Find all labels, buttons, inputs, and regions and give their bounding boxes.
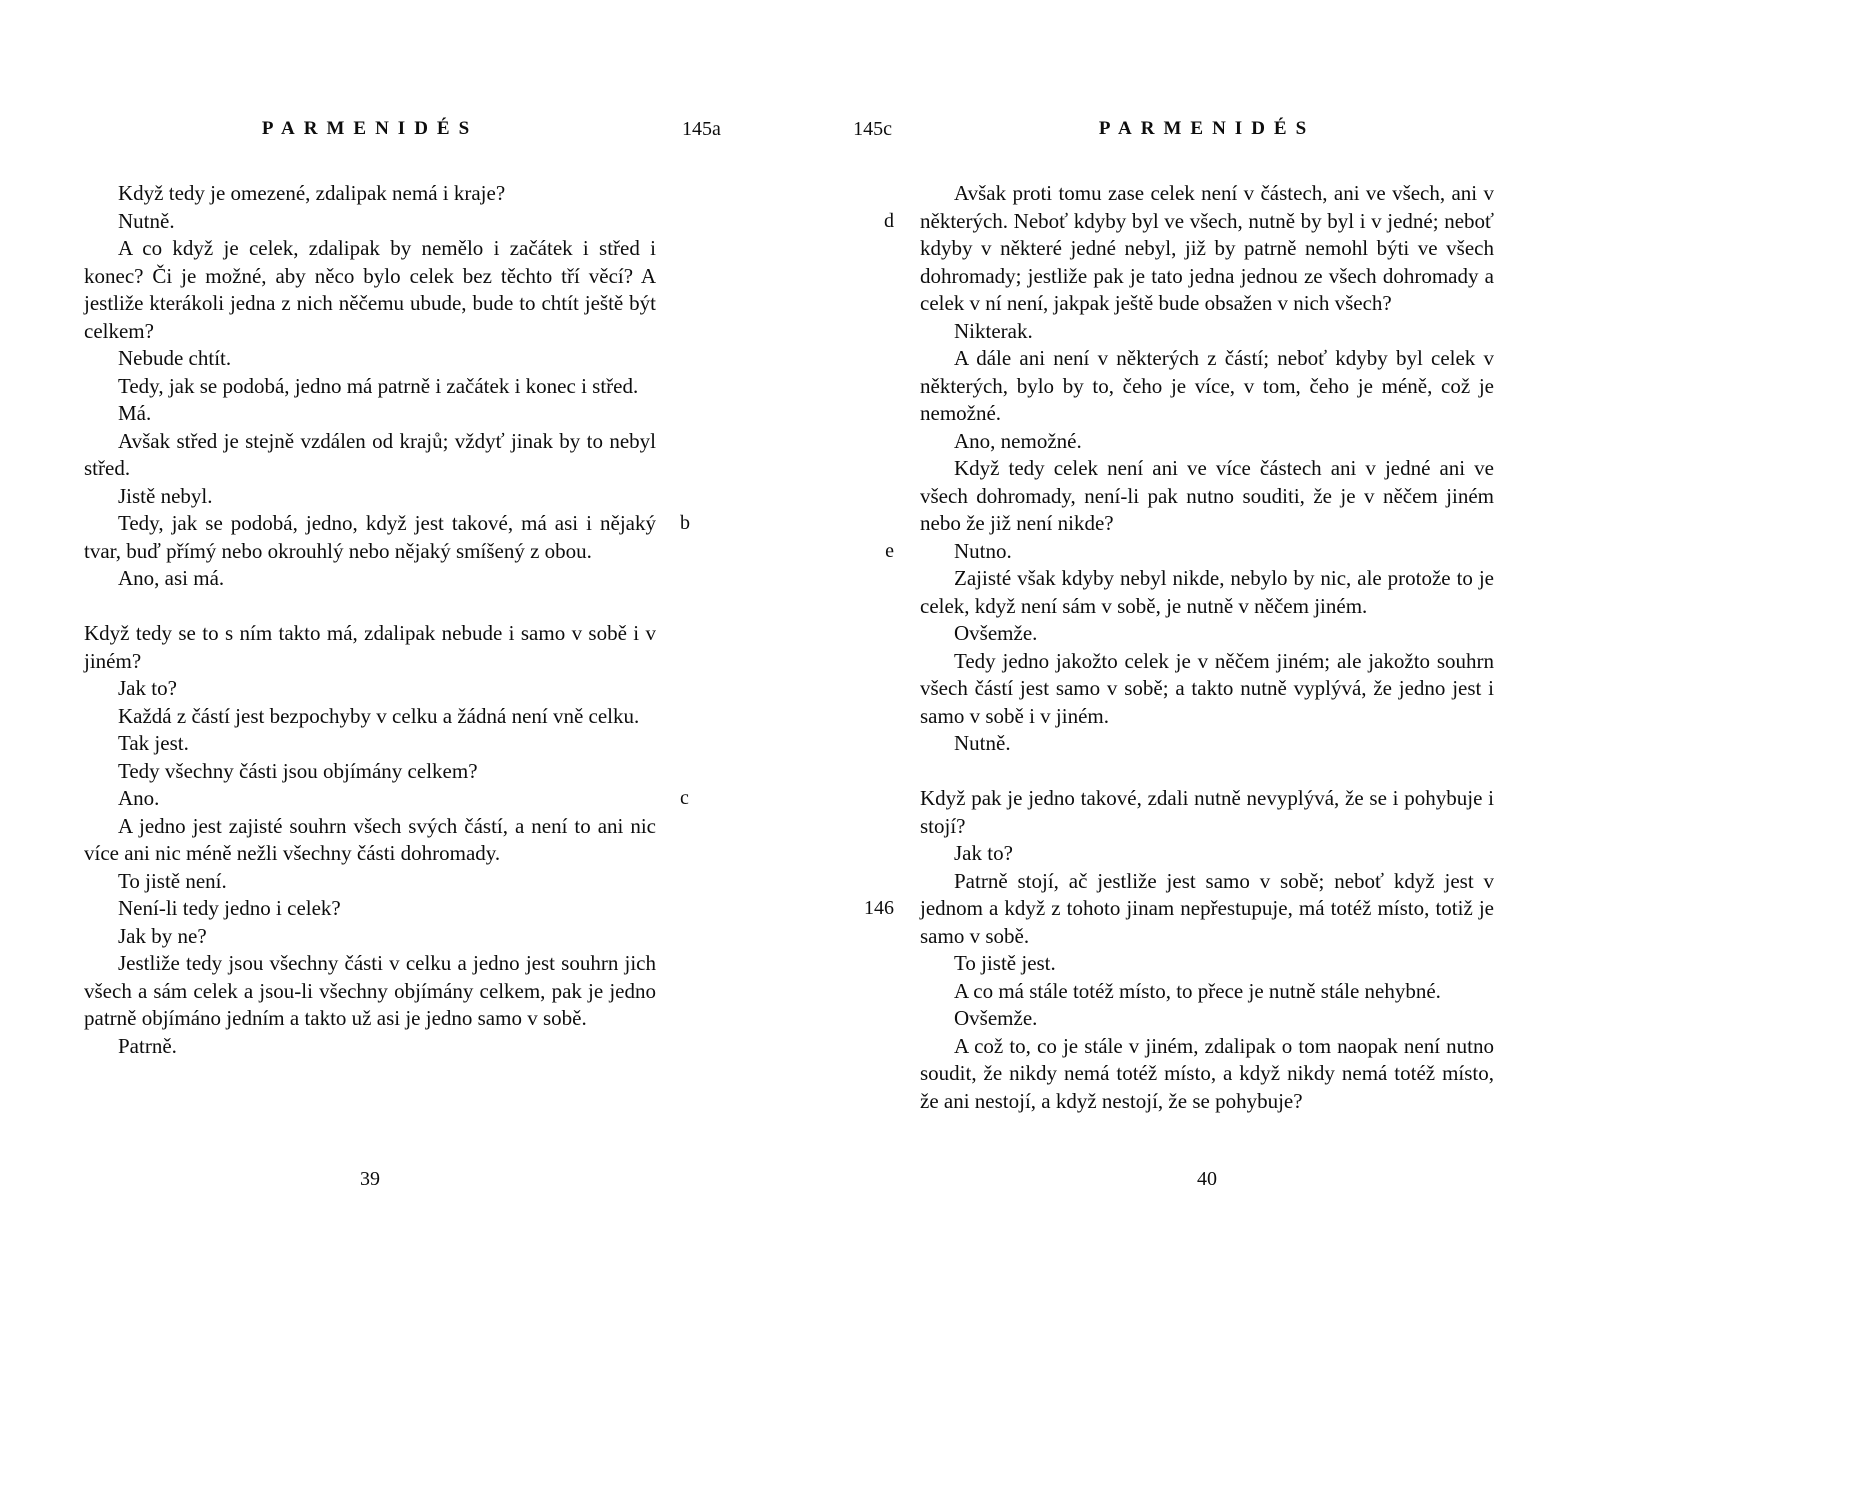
paragraph-text: Jak by ne?: [118, 923, 207, 948]
text-paragraph: [84, 510, 690, 565]
folio-marker: 145c: [853, 118, 892, 140]
text-paragraph: [84, 208, 656, 236]
text-paragraph: [920, 455, 1494, 538]
text-paragraph: [84, 813, 656, 868]
paragraph-text: Když tedy je omezené, zdalipak nemá i kraje?: [118, 181, 506, 205]
paragraph-text: Tak jest.: [118, 731, 189, 755]
text-paragraph: [920, 1033, 1494, 1116]
paragraph-text: Nebude chtít.: [118, 346, 232, 370]
text-paragraph: [920, 648, 1494, 731]
paragraph-text: Avšak proti tomu zase celek není v částech, ani ve všech, ani v některých. Neboť kdyby byl ve všech, nutně by byl i v jedné; neboť kdyby v některé jedné nebyl, již by patrně nemohl býti ve všech dohromady; jestliže pak je tato jedna jednou ze všech dohromady a celek v ní není, jakpak ještě bude obsažen v nich všech?: [920, 181, 1494, 315]
text-paragraph: [84, 703, 656, 731]
text-paragraph: [864, 868, 1494, 951]
page-title: PARMENIDÉS: [1098, 118, 1316, 139]
page-header: [84, 118, 721, 140]
text-paragraph: [84, 923, 656, 951]
paragraph-text: Tedy jedno jakožto celek je v něčem jiném; ale jakožto souhrn všech částí jest samo v sobě; a takto nutně vyplývá, že jedno jest i samo v sobě i v jiném.: [920, 648, 1494, 728]
paragraph-text: To jistě jest.: [954, 951, 1056, 975]
paragraph-text: Ano, asi má.: [118, 566, 225, 590]
paragraph-text: Tedy, jak se podobá, jedno má patrně i začátek i konec i střed.: [118, 373, 639, 398]
text-paragraph: [84, 868, 656, 896]
folio-marker: 145a: [682, 118, 721, 140]
paragraph-text: Ano.: [118, 786, 160, 810]
page-body: [864, 180, 1494, 1115]
margin-folio-note: c: [680, 787, 689, 809]
paragraph-text: Avšak střed je stejně vzdálen od krajů; vždyť jinak by to nebyl střed.: [84, 428, 656, 480]
text-paragraph: [920, 565, 1494, 620]
paragraph-text: Zajisté však kdyby nebyl nikde, nebylo by nic, ale protože to je celek, když není sám v sobě, je nutně v něčem jiném.: [920, 566, 1494, 618]
text-paragraph: [84, 345, 656, 373]
paragraph-text: Není-li tedy jedno i celek?: [118, 896, 341, 920]
paragraph-text: Tedy všechny části jsou objímány celkem?: [118, 758, 478, 783]
page-number: 40: [1197, 1168, 1217, 1190]
text-paragraph: [920, 620, 1494, 648]
text-paragraph: [84, 1033, 656, 1061]
text-paragraph: [920, 840, 1494, 868]
text-paragraph: [84, 428, 656, 483]
paragraph-text: Nikterak.: [954, 318, 1033, 343]
text-paragraph: [84, 758, 656, 786]
paragraph-text: Nutno.: [954, 538, 1012, 563]
text-paragraph: [920, 730, 1494, 758]
paragraph-text: A co když je celek, zdalipak by nemělo i začátek i střed i konec? Či je možné, aby něco bylo celek bez těchto tří věcí? A jestliže kterákoli jedna z nich něčemu ubude, bude to chtít ještě být celkem?: [84, 236, 656, 343]
text-paragraph: [920, 428, 1494, 456]
paragraph-text: Má.: [118, 401, 152, 425]
text-paragraph: [884, 180, 1494, 318]
page-body: [84, 180, 690, 1060]
text-paragraph: [84, 950, 656, 1033]
page-left: [84, 0, 721, 1501]
page-header: [853, 118, 1494, 140]
paragraph-text: Patrně stojí, ač jestliže jest samo v sobě; neboť když jest v jednom a když z tohoto jinam nepřestupuje, má totéž místo, totiž je samo v sobě.: [920, 868, 1494, 948]
paragraph-text: Nutně.: [954, 731, 1011, 755]
paragraph-text: A dále ani není v některých z částí; neboť kdyby byl celek v některých, bylo by to, čeho je více, v tom, čeho je méně, což je nemožné.: [920, 346, 1494, 425]
page-title: PARMENIDÉS: [261, 118, 479, 139]
margin-folio-note: 146: [864, 897, 894, 919]
paragraph-text: Jestliže tedy jsou všechny části v celku a jedno jest souhrn jich všech a sám celek a jsou-li všechny objímány celkem, pak je jedno patrně objímáno jedním a takto už asi je jedno samo v sobě.: [84, 951, 656, 1030]
text-paragraph: [84, 620, 656, 675]
text-paragraph: [920, 1005, 1494, 1033]
paragraph-text: Ovšemže.: [954, 1006, 1038, 1030]
text-paragraph: [920, 345, 1494, 428]
paragraph-text: A což to, co je stále v jiném, zdalipak o tom naopak není nutno soudit, že nikdy nemá totéž místo, a když nikdy nemá totéž místo, že ani nestojí, a když nestojí, že se pohybuje?: [920, 1033, 1494, 1113]
paragraph-text: Jak to?: [954, 841, 1013, 865]
paragraph-text: Když tedy celek není ani ve více částech ani v jedné ani ve všech dohromady, není-li pak nutno souditi, že je v něčem jiném nebo že již není nikde?: [920, 456, 1494, 535]
text-paragraph: [920, 950, 1494, 978]
paragraph-text: A jedno jest zajisté souhrn všech svých částí, a není to ani nic více ani nic méně nežli všechny části dohromady.: [84, 813, 656, 865]
text-paragraph: [84, 675, 656, 703]
text-paragraph: [84, 373, 656, 401]
margin-folio-note: d: [884, 209, 894, 232]
text-paragraph: [84, 235, 656, 345]
paragraph-text: A co má stále totéž místo, to přece je nutně stále nehybné.: [954, 978, 1441, 1003]
text-paragraph: [920, 318, 1494, 346]
paragraph-text: Když tedy se to s ním takto má, zdalipak nebude i samo v sobě i v jiném?: [84, 621, 656, 673]
paragraph-text: Nutně.: [118, 208, 175, 233]
paragraph-text: Jak to?: [118, 676, 177, 700]
text-paragraph: [84, 730, 656, 758]
paragraph-text: To jistě není.: [118, 868, 227, 893]
text-paragraph: [920, 978, 1494, 1006]
margin-folio-note: b: [680, 512, 690, 534]
text-paragraph: [885, 538, 1494, 566]
text-paragraph: [84, 785, 689, 813]
page-right: [853, 0, 1494, 1501]
paragraph-text: Každá z částí jest bezpochyby v celku a žádná není vně celku.: [118, 703, 640, 728]
text-paragraph: [84, 895, 656, 923]
paragraph-text: Když pak je jedno takové, zdali nutně nevyplývá, že se i pohybuje i stojí?: [920, 786, 1494, 838]
margin-folio-note: e: [885, 539, 894, 562]
text-paragraph: [84, 483, 656, 511]
paragraph-text: Ano, nemožné.: [954, 428, 1082, 453]
text-paragraph: [84, 400, 656, 428]
text-paragraph: [920, 785, 1494, 840]
page-number: 39: [360, 1168, 380, 1190]
text-paragraph: [84, 180, 656, 208]
paragraph-text: Patrně.: [118, 1033, 177, 1058]
paragraph-text: Ovšemže.: [954, 621, 1038, 645]
paragraph-text: Jistě nebyl.: [118, 483, 213, 508]
text-paragraph: [84, 565, 656, 593]
paragraph-text: Tedy, jak se podobá, jedno, když jest takové, má asi i nějaký tvar, buď přímý nebo okrouhlý nebo nějaký smíšený z obou.: [84, 511, 656, 563]
